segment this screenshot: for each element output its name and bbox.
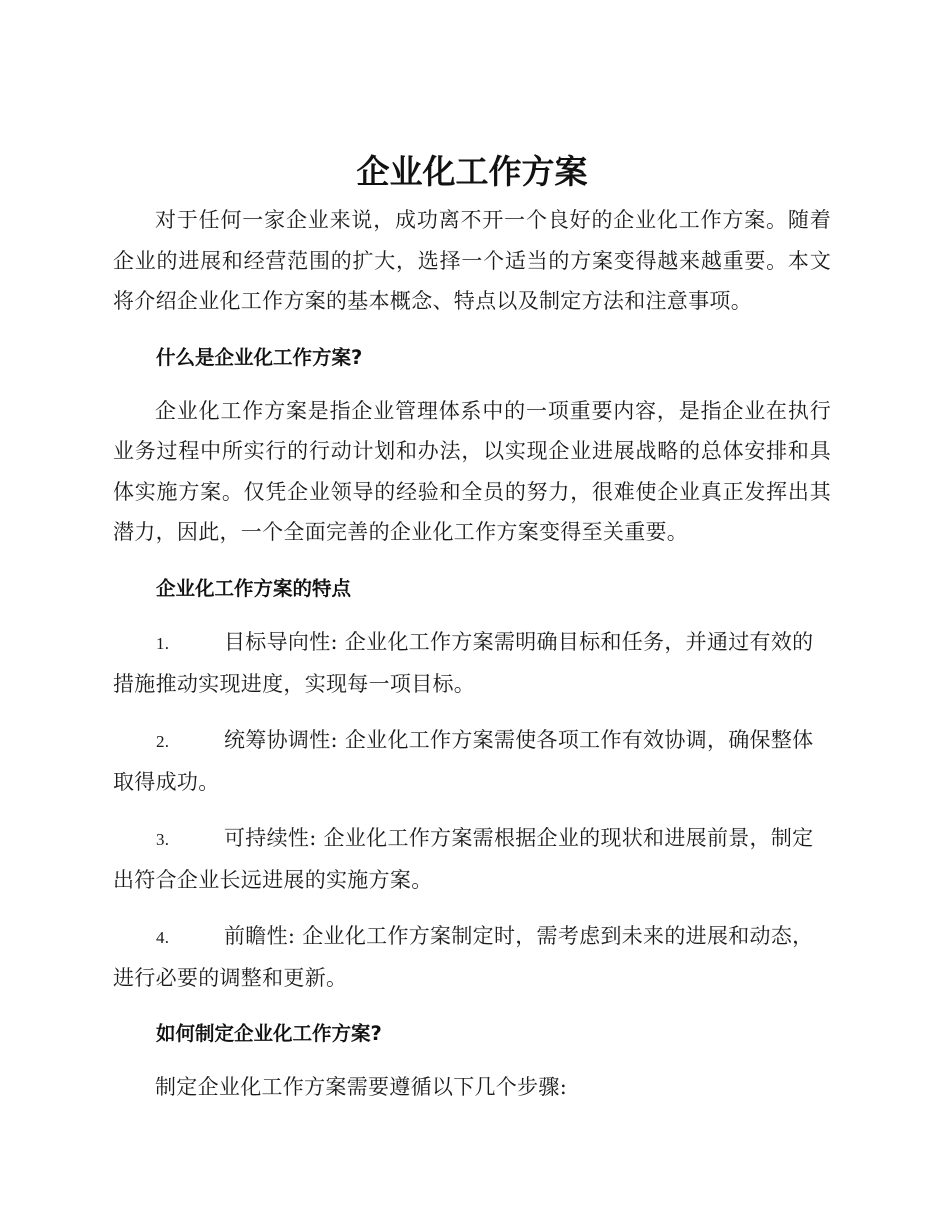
list-item-text: 统筹协调性: 企业化工作方案需使各项工作有效协调，确保整体取得成功。 xyxy=(113,727,814,794)
section-body-how-to: 制定企业化工作方案需要遵循以下几个步骤: xyxy=(155,1074,568,1099)
list-item xyxy=(113,818,831,901)
list-item-text: 目标导向性: 企业化工作方案需明确目标和任务，并通过有效的措施推动实现进度，实现每一项目标。 xyxy=(113,629,814,696)
list-item-number: 1. xyxy=(156,633,170,653)
document-page xyxy=(113,148,831,1107)
intro-paragraph: 对于任何一家企业来说，成功离不开一个良好的企业化工作方案。随着企业的进展和经营范围的扩大，选择一个适当的方案变得越来越重要。本文将介绍企业化工作方案的基本概念、特点以及制定方法和注意事项。 xyxy=(113,208,831,313)
list-item xyxy=(113,720,831,803)
features-list xyxy=(113,622,831,999)
list-item-number: 3. xyxy=(156,829,170,849)
section-heading-how-to: 如何制定企业化工作方案? xyxy=(156,1021,382,1045)
list-item-number: 4. xyxy=(156,927,170,947)
list-item-text: 可持续性: 企业化工作方案需根据企业的现状和进展前景，制定出符合企业长远进展的实施方案。 xyxy=(113,825,814,892)
list-item xyxy=(113,916,831,999)
section-heading-features: 企业化工作方案的特点 xyxy=(156,576,352,600)
section-heading-what-is: 什么是企业化工作方案? xyxy=(156,345,363,369)
document-title: 企业化工作方案 xyxy=(356,152,588,191)
list-item xyxy=(113,622,831,705)
list-item-text: 前瞻性: 企业化工作方案制定时，需考虑到未来的进展和动态，进行必要的调整和更新。 xyxy=(113,923,814,990)
section-body-what-is: 企业化工作方案是指企业管理体系中的一项重要内容，是指企业在执行业务过程中所实行的行动计划和办法，以实现企业进展战略的总体安排和具体实施方案。仅凭企业领导的经验和全员的努力，很难使企业真正发挥出其潜力，因此，一个全面完善的企业化工作方案变得至关重要。 xyxy=(113,398,831,544)
list-item-number: 2. xyxy=(156,731,170,751)
